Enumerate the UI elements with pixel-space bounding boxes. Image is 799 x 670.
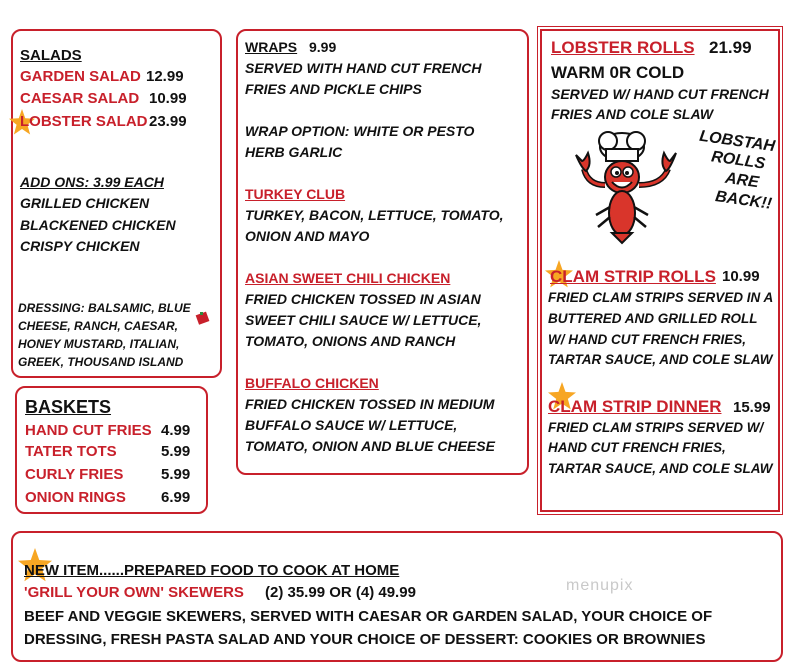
wraps-desc: SERVED WITH HAND CUT FRENCH: [245, 60, 482, 76]
lobster-art-text: ROLLS: [710, 148, 767, 173]
clam-rolls-desc: FRIED CLAM STRIPS SERVED IN A: [548, 290, 774, 305]
lobster-art-text: LOBSTAH: [698, 127, 777, 156]
watermark: menupix: [566, 577, 634, 594]
wraps-desc: FRIES AND PICKLE CHIPS: [245, 81, 422, 97]
salad-bowl-icon: [194, 309, 212, 327]
basket-price: 5.99: [161, 466, 191, 483]
clam-rolls-desc: W/ HAND CUT FRENCH FRIES,: [548, 332, 746, 347]
basket-name: HAND CUT FRIES: [25, 422, 152, 439]
wrap-item-desc: SWEET CHILI SAUCE W/ LETTUCE,: [245, 312, 482, 328]
baskets-title: BASKETS: [25, 397, 112, 417]
basket-name: CURLY FRIES: [25, 466, 124, 483]
clam-rolls-desc: BUTTERED AND GRILLED ROLL: [548, 311, 758, 326]
addon-item: GRILLED CHICKEN: [20, 195, 150, 211]
salad-name: LOBSTER SALAD: [20, 113, 148, 130]
skewers-price: (2) 35.99 OR (4) 49.99: [265, 584, 416, 601]
salad-name: CAESAR SALAD: [20, 90, 140, 107]
salad-name: GARDEN SALAD: [20, 68, 141, 85]
wrap-item-name: ASIAN SWEET CHILI CHICKEN: [245, 270, 451, 286]
clam-rolls-title: CLAM STRIP ROLLS: [550, 267, 716, 286]
wrap-item-desc: TOMATO, ONIONS AND RANCH: [245, 333, 456, 349]
wrap-item-desc: FRIED CHICKEN TOSSED IN MEDIUM: [245, 396, 495, 412]
lobster-mascot-icon: [572, 125, 682, 245]
dressing-line: DRESSING: BALSAMIC, BLUE: [18, 301, 191, 315]
new-item-desc: DRESSING, FRESH PASTA SALAD AND YOUR CHOICE OF DESSERT: COOKIES OR BROWNIES: [24, 631, 706, 648]
basket-name: ONION RINGS: [25, 489, 126, 506]
wrap-item-desc: FRIED CHICKEN TOSSED IN ASIAN: [245, 291, 481, 307]
dressing-line: GREEK, THOUSAND ISLAND: [18, 355, 184, 369]
wraps-title: WRAPS: [245, 39, 298, 55]
clam-rolls-price: 10.99: [722, 268, 760, 285]
wraps-price: 9.99: [309, 39, 337, 55]
wrap-item-desc: ONION AND MAYO: [245, 228, 370, 244]
wraps-option: WRAP OPTION: WHITE OR PESTO: [245, 123, 475, 139]
wrap-item-desc: TOMATO, ONION AND BLUE CHEESE: [245, 438, 495, 454]
clam-dinner-desc: FRIED CLAM STRIPS SERVED W/: [548, 420, 764, 435]
lobster-price: 21.99: [709, 38, 752, 57]
wrap-item-desc: TURKEY, BACON, LETTUCE, TOMATO,: [245, 207, 504, 223]
basket-price: 5.99: [161, 443, 191, 460]
new-item-title: NEW ITEM......PREPARED FOOD TO COOK AT HOME: [24, 562, 400, 579]
salad-price: 10.99: [149, 90, 187, 107]
lobster-sub: WARM 0R COLD: [551, 63, 685, 82]
addon-item: BLACKENED CHICKEN: [20, 217, 176, 233]
lobster-title: LOBSTER ROLLS: [551, 38, 695, 57]
skewers-name: 'GRILL YOUR OWN' SKEWERS: [24, 584, 244, 601]
lobster-desc: SERVED W/ HAND CUT FRENCH: [551, 86, 769, 102]
dressing-line: HONEY MUSTARD, ITALIAN,: [18, 337, 180, 351]
clam-dinner-price: 15.99: [733, 399, 771, 416]
clam-dinner-desc: TARTAR SAUCE, AND COLE SLAW: [548, 461, 773, 476]
basket-name: TATER TOTS: [25, 443, 117, 460]
basket-price: 4.99: [161, 422, 191, 439]
salads-title: SALADS: [20, 47, 82, 64]
lobster-art-text: ARE: [724, 169, 760, 192]
addon-item: CRISPY CHICKEN: [20, 238, 140, 254]
salad-price: 23.99: [149, 113, 187, 130]
addons-title: ADD ONS: 3.99 EACH: [20, 174, 164, 190]
new-item-desc: BEEF AND VEGGIE SKEWERS, SERVED WITH CAESAR OR GARDEN SALAD, YOUR CHOICE OF: [24, 608, 713, 625]
clam-dinner-desc: HAND CUT FRENCH FRIES,: [548, 440, 726, 455]
basket-price: 6.99: [161, 489, 191, 506]
wrap-item-name: TURKEY CLUB: [245, 186, 346, 202]
wrap-item-name: BUFFALO CHICKEN: [245, 375, 379, 391]
lobster-art-text: BACK!!: [714, 188, 773, 213]
wrap-item-desc: BUFFALO SAUCE W/ LETTUCE,: [245, 417, 458, 433]
clam-dinner-title: CLAM STRIP DINNER: [548, 397, 722, 416]
clam-rolls-desc: TARTAR SAUCE, AND COLE SLAW: [548, 352, 773, 367]
lobster-desc: FRIES AND COLE SLAW: [551, 106, 714, 122]
wraps-option: HERB GARLIC: [245, 144, 343, 160]
salad-price: 12.99: [146, 68, 184, 85]
dressing-line: CHEESE, RANCH, CAESAR,: [18, 319, 179, 333]
